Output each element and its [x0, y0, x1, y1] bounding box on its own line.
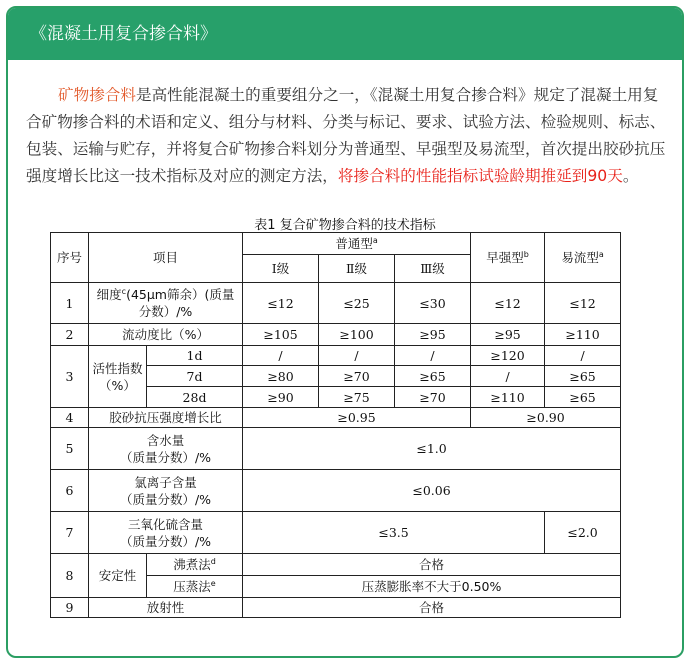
highlight-term: 矿物掺合料 [58, 86, 136, 104]
header-item: 项目 [89, 233, 243, 283]
header-grade2: Ⅱ级 [319, 255, 395, 283]
header-early: 早强型$^b$ [471, 233, 545, 283]
intro-text: 是高性能混凝土的重要组分之一，《混凝土用复合掺合料》规定了混凝土用复合矿物掺合料的术语和定义、组分与材料、分类与标记、要求、试验方法、检验规则、标志、包装、运输与贮存，并将复合矿物掺合料划分为普通型、早强型及易流型，首次提出胶砂抗压强度增长比这一技术指标及对应的测定方法， [26, 86, 666, 185]
header-grade3: Ⅲ级 [395, 255, 471, 283]
header-no: 序号 [51, 233, 89, 283]
table-row: 8 安定性 沸煮法$^d$ 合格 [51, 554, 621, 576]
spec-table [50, 232, 621, 618]
table-row: 压蒸法$^e$ 压蒸膨胀率不大于0.50% [51, 576, 621, 598]
card-header-title: 《混凝土用复合掺合料》 [8, 8, 682, 60]
activity-index-label: 活性指数（%） [89, 346, 147, 408]
table-row: 2 流动度比（%） ≥105 ≥100 ≥95 ≥95 ≥110 [51, 324, 621, 346]
table-row: 5 含水量 （质量分数）/% ≤1.0 [51, 428, 621, 470]
table-row: 4 胶砂抗压强度增长比 ≥0.95 ≥0.90 [51, 408, 621, 428]
table-row: 28d ≥90 ≥75 ≥70 ≥110 ≥65 [51, 387, 621, 408]
table-row: 3 活性指数（%） 1d / / / ≥120 / [51, 346, 621, 366]
table-row: 7 三氧化硫含量 （质量分数）/% ≤3.5 ≤2.0 [51, 512, 621, 554]
intro-end: 。 [622, 167, 639, 185]
header-flow: 易流型$^a$ [545, 233, 621, 283]
intro-paragraph [26, 82, 666, 190]
header-ordinary: 普通型$^a$ [243, 233, 471, 255]
table-row: 9 放射性 合格 [51, 598, 621, 618]
row1-item: 细度$^c$(45μm筛余）(质量分数）/% [89, 283, 243, 324]
header-grade1: Ⅰ级 [243, 255, 319, 283]
table-row: 7d ≥80 ≥70 ≥65 / ≥65 [51, 366, 621, 387]
table-row: 1 细度$^c$(45μm筛余）(质量分数）/% ≤12 ≤25 ≤30 ≤12 ≤12 [51, 283, 621, 324]
article-card [6, 6, 684, 658]
table-caption: 表1 复合矿物掺合料的技术指标 [254, 218, 436, 233]
table-row: 6 氯离子含量 （质量分数）/% ≤0.06 [51, 470, 621, 512]
highlight-red-text: 将掺合料的性能指标试验龄期推延到90天 [337, 167, 623, 185]
